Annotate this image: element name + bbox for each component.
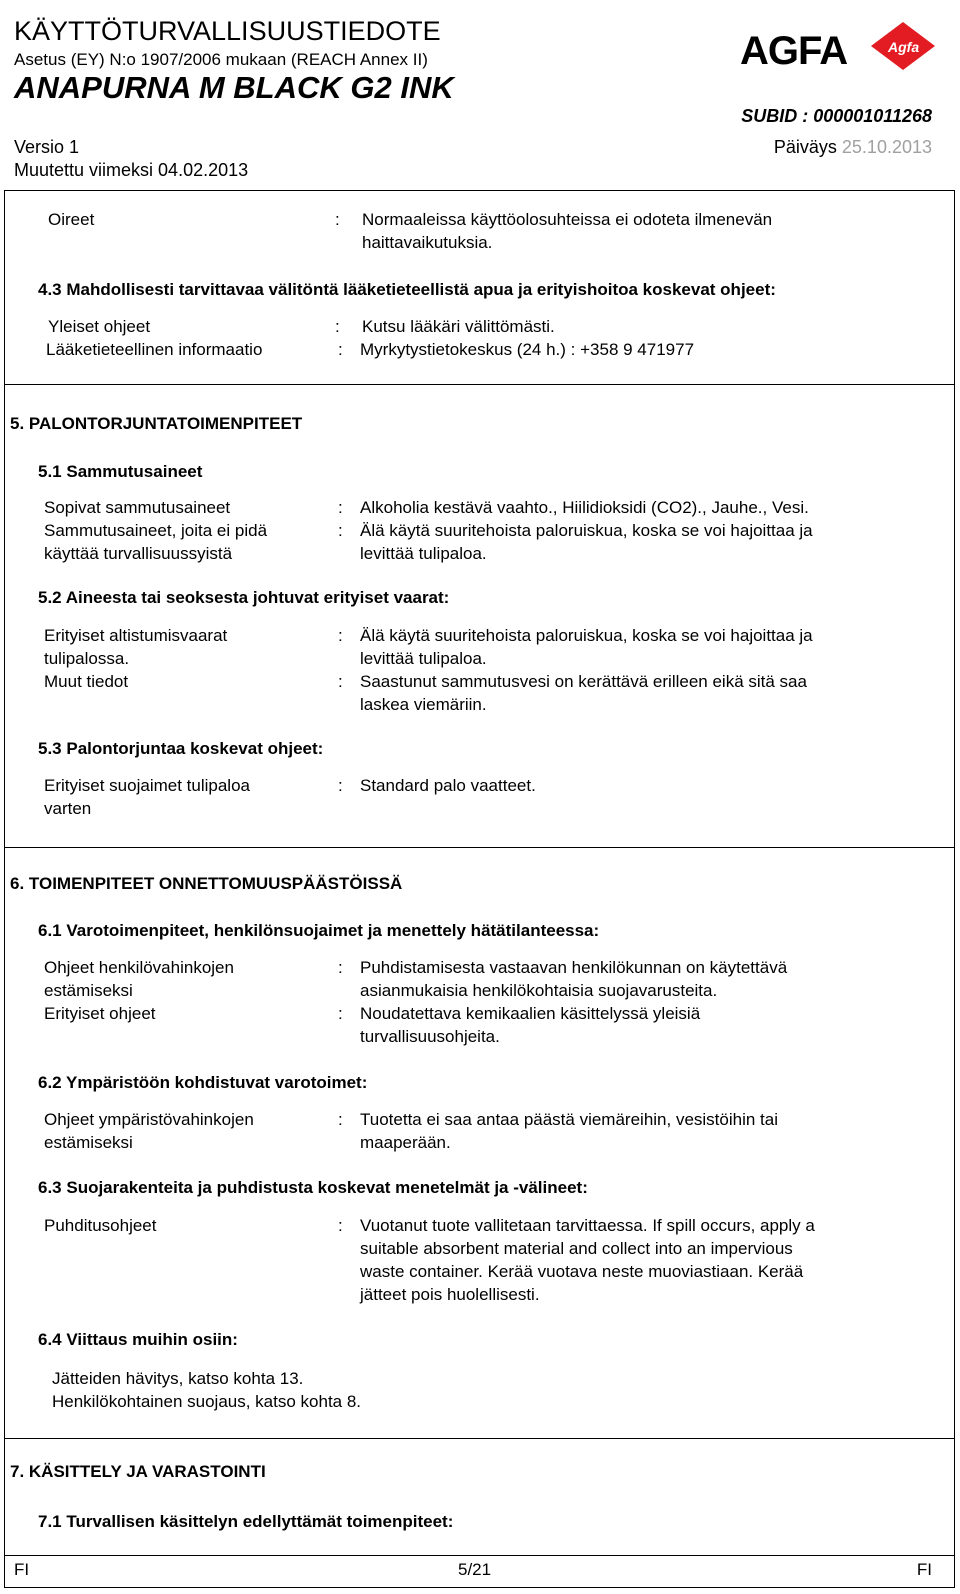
medical-info-value: Myrkytystietokeskus (24 h.) : +358 9 471977 [360, 340, 695, 359]
exposure-hazards-label-2: tulipalossa. [44, 649, 130, 668]
special-instructions-value-1: Noudatettava kemikaalien käsittelyssä yleisiä [360, 1004, 701, 1023]
special-instructions-value-2: turvallisuusohjeita. [360, 1027, 500, 1046]
section-divider [4, 847, 955, 848]
separator: : [338, 1110, 343, 1129]
general-advice-label: Yleiset ohjeet [48, 317, 151, 336]
cleanup-methods-value-3: waste container. Kerää vuotava neste muoviastiaan. Kerää [360, 1262, 804, 1281]
heading-6-4: 6.4 Viittaus muihin osiin: [38, 1330, 238, 1349]
last-modified: Muutettu viimeksi 04.02.2013 [14, 160, 249, 180]
other-info-label: Muut tiedot [44, 672, 129, 691]
agfa-rhombus-icon [871, 22, 935, 70]
separator: : [338, 776, 343, 795]
agfa-logo-text: AGFA [740, 29, 848, 72]
heading-4-3: 4.3 Mahdollisesti tarvittavaa välitöntä lääketieteellistä apua ja erityishoitoa koskevat ohjeet: [38, 280, 776, 299]
medical-info-label: Lääketieteellinen informaatio [46, 340, 263, 359]
heading-6-2: 6.2 Ympäristöön kohdistuvat varotoimet: [38, 1073, 368, 1092]
heading-5-2: 5.2 Aineesta tai seoksesta johtuvat erityiset vaarat: [38, 588, 450, 607]
exposure-hazards-label-1: Erityiset altistumisvaarat [44, 626, 228, 645]
section-7-heading: 7. KÄSITTELY JA VARASTOINTI [10, 1462, 266, 1481]
environmental-precautions-label-2: estämiseksi [44, 1133, 133, 1152]
personal-precautions-value-2: asianmukaisia henkilökohtaisia suojavarusteita. [360, 981, 718, 1000]
agfa-logo-graphic [740, 20, 940, 72]
protective-equipment-label-1: Erityiset suojaimet tulipaloa [44, 776, 250, 795]
separator: : [338, 340, 343, 359]
footer-language-right: FI [916, 1560, 932, 1579]
cleanup-methods-label: Puhditusohjeet [44, 1216, 157, 1235]
unsuitable-media-value-2: levittää tulipaloa. [360, 544, 487, 563]
subid: SUBID : 000001011268 [741, 106, 932, 126]
document-title: KÄYTTÖTURVALLISUUSTIEDOTE [14, 16, 441, 46]
product-name: ANAPURNA M BLACK G2 INK [14, 70, 454, 105]
separator: : [338, 521, 343, 540]
heading-5-3: 5.3 Palontorjuntaa koskevat ohjeet: [38, 739, 324, 758]
footer-page-number: 5/21 [458, 1560, 492, 1579]
reference-1: Jätteiden hävitys, katso kohta 13. [52, 1369, 304, 1388]
separator: : [335, 210, 340, 229]
heading-7-1: 7.1 Turvallisen käsittelyn edellyttämät toimenpiteet: [38, 1512, 454, 1531]
cleanup-methods-value-4: jätteet pois huolellisesti. [360, 1285, 540, 1304]
separator: : [338, 958, 343, 977]
footer-language-left: FI [14, 1560, 30, 1579]
symptoms-label: Oireet [48, 210, 95, 229]
separator: : [338, 1004, 343, 1023]
version: Versio 1 [14, 137, 80, 157]
separator: : [338, 626, 343, 645]
personal-precautions-label-1: Ohjeet henkilövahinkojen [44, 958, 234, 977]
unsuitable-media-value-1: Älä käytä suuritehoista paloruiskua, koska se voi hajoittaa ja [360, 521, 813, 540]
protective-equipment-label-2: varten [44, 799, 92, 818]
issue-date-value: 25.10.2013 [841, 137, 932, 157]
separator: : [335, 317, 340, 336]
section-divider [4, 384, 955, 385]
environmental-precautions-value-2: maaperään. [360, 1133, 451, 1152]
cleanup-methods-value-1: Vuotanut tuote vallitetaan tarvittaessa. If spill occurs, apply a [360, 1216, 815, 1235]
heading-6-1: 6.1 Varotoimenpiteet, henkilönsuojaimet ja menettely hätätilanteessa: [38, 921, 600, 940]
personal-precautions-label-2: estämiseksi [44, 981, 133, 1000]
heading-6-3: 6.3 Suojarakenteita ja puhdistusta koskevat menetelmät ja -välineet: [38, 1178, 588, 1197]
special-instructions-label: Erityiset ohjeet [44, 1004, 156, 1023]
cleanup-methods-value-2: suitable absorbent material and collect into an impervious [360, 1239, 793, 1258]
separator: : [338, 672, 343, 691]
issue-date [774, 137, 932, 158]
general-advice-value: Kutsu lääkäri välittömästi. [362, 317, 555, 336]
heading-5-1: 5.1 Sammutusaineet [38, 462, 203, 481]
symptoms-value-1: Normaaleissa käyttöolosuhteissa ei odoteta ilmenevän [362, 210, 773, 229]
separator: : [338, 498, 343, 517]
environmental-precautions-label-1: Ohjeet ympäristövahinkojen [44, 1110, 254, 1129]
section-divider [4, 1438, 955, 1439]
reference-2: Henkilökohtainen suojaus, katso kohta 8. [52, 1392, 362, 1411]
symptoms-value-2: haittavaikutuksia. [362, 233, 493, 252]
other-info-value-2: laskea viemäriin. [360, 695, 487, 714]
suitable-media-label: Sopivat sammutusaineet [44, 498, 231, 517]
agfa-badge-text: Agfa [888, 39, 920, 55]
other-info-value-1: Saastunut sammutusvesi on kerättävä erilleen eikä sitä saa [360, 672, 807, 691]
separator: : [338, 1216, 343, 1235]
suitable-media-value: Alkoholia kestävä vaahto., Hiilidioksidi (CO2)., Jauhe., Vesi. [360, 498, 809, 517]
agfa-logo [740, 20, 940, 72]
section-5-heading: 5. PALONTORJUNTATOIMENPITEET [10, 414, 303, 433]
issue-date-label: Päiväys [773, 137, 837, 157]
exposure-hazards-value-2: levittää tulipaloa. [360, 649, 487, 668]
protective-equipment-value: Standard palo vaatteet. [360, 776, 536, 795]
section-6-heading: 6. TOIMENPITEET ONNETTOMUUSPÄÄSTÖISSÄ [10, 874, 403, 893]
personal-precautions-value-1: Puhdistamisesta vastaavan henkilökunnan on käytettävä [360, 958, 788, 977]
regulation-text: Asetus (EY) N:o 1907/2006 mukaan (REACH Annex II) [14, 50, 428, 69]
unsuitable-media-label-2: käyttää turvallisuussyistä [44, 544, 233, 563]
exposure-hazards-value-1: Älä käytä suuritehoista paloruiskua, koska se voi hajoittaa ja [360, 626, 813, 645]
footer-divider [4, 1555, 955, 1556]
environmental-precautions-value-1: Tuotetta ei saa antaa päästä viemäreihin, vesistöihin tai [360, 1110, 779, 1129]
unsuitable-media-label-1: Sammutusaineet, joita ei pidä [44, 521, 268, 540]
